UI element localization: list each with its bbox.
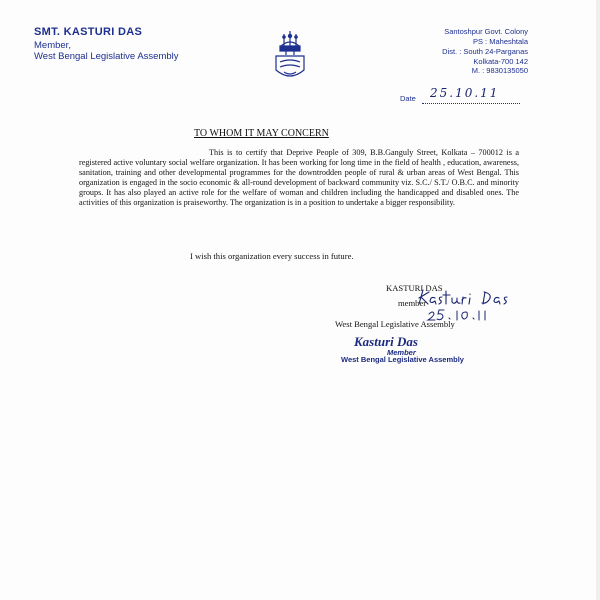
closing-title: member (398, 298, 427, 308)
letterhead-name: SMT. KASTURI DAS (34, 26, 143, 38)
stamp-title: Member (387, 348, 416, 357)
handwritten-signature (415, 286, 533, 328)
address-line: PS : Maheshtala (472, 37, 528, 46)
letter-heading: TO WHOM IT MAY CONCERN (194, 128, 329, 139)
mobile-number: M. : 9830135050 (471, 66, 528, 75)
date-value: 25.10.11 (430, 86, 500, 100)
letterhead-role: Member, (34, 40, 71, 51)
stamp-assembly: West Bengal Legislative Assembly (341, 355, 464, 364)
state-emblem-icon (270, 28, 310, 84)
letter-body (79, 148, 519, 208)
scan-edge (596, 0, 600, 600)
date-dotted-line (422, 103, 520, 104)
letterhead-assembly: West Bengal Legislative Assembly (34, 51, 179, 62)
body-paragraph: This is to certify that Deprive People of 309, B.B.Ganguly Street, Kolkata – 700012 is a registered active voluntary social welfare organization. It has been working for long time in the field of health , education, awareness, sanitation, training and other developmental programmes for the downtrodden people of rural & urban areas of West Bengal. This organization is engaged in the socio economic & all-round development of backward community viz. S.C./ S.T./ O.B.C. and minority groups. It has also played an active role for the welfare of woman and children including the handicapped and disabled ones. The activities of this organization is praiseworthy. The organization is in a position to undertake a bigger responsibility. (79, 148, 519, 208)
date-label: Date (400, 94, 416, 103)
closing-name: KASTURI DAS (386, 283, 443, 293)
closing-wish: I wish this organization every success in future. (190, 251, 354, 261)
address-line: Kolkata-700 142 (473, 57, 528, 66)
address-line: Dist. : South 24-Parganas (442, 47, 528, 56)
stamp-name: Kasturi Das (354, 334, 418, 349)
closing-assembly: West Bengal Legislative Assembly (335, 319, 455, 329)
address-line: Santoshpur Govt. Colony (444, 27, 528, 36)
